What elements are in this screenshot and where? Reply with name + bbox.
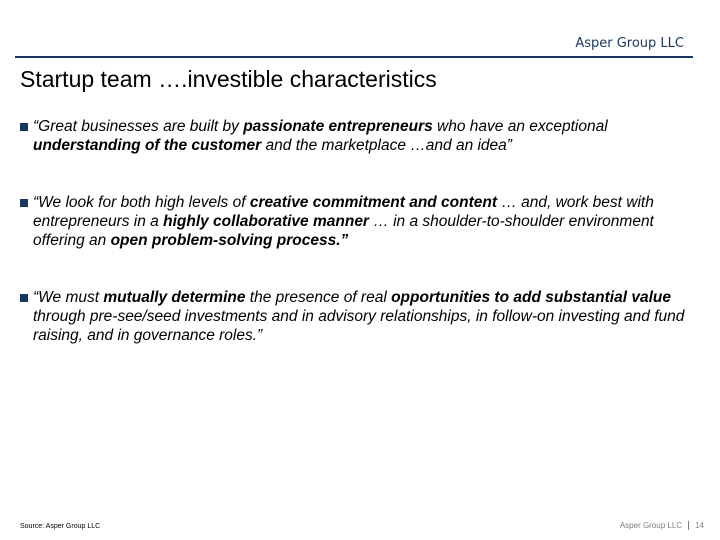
bullet-item (20, 117, 700, 155)
bullet-text-emphasis: creative commitment and content (249, 194, 498, 211)
header-brand: Asper Group LLC (575, 36, 684, 51)
bullet-text-emphasis: open problem-solving process.” (110, 232, 349, 249)
bullet-text-part: “We must (33, 289, 104, 306)
bullet-text-part: who have an exceptional (432, 118, 608, 135)
bullet-text-part: and the marketplace …and an idea” (261, 137, 512, 154)
header-divider (15, 56, 693, 58)
footer-brand: Asper Group LLC (619, 520, 683, 530)
bullet-text-emphasis: understanding of the customer (33, 137, 262, 154)
footer-right (620, 521, 704, 530)
bullet-item (20, 288, 700, 345)
bullet-text-emphasis: opportunities to add substantial value (391, 289, 671, 306)
bullet-text-part: … in a shoulder-to-shoulder environment offering an (33, 213, 654, 249)
square-bullet-icon (20, 123, 28, 131)
page-number: 14 (695, 520, 704, 530)
bullet-list (20, 117, 700, 345)
square-bullet-icon (20, 199, 28, 207)
footer-divider (688, 521, 689, 530)
bullet-text-emphasis: mutually determine (103, 289, 246, 306)
bullet-item (20, 193, 700, 250)
bullet-text-part: … and, work best with entrepreneurs in a (33, 194, 654, 230)
bullet-text-emphasis: passionate entrepreneurs (243, 118, 433, 135)
slide-title: Startup team ….investible characteristics (20, 66, 437, 92)
bullet-text-part: “Great businesses are built by (33, 118, 244, 135)
bullet-text-part: “We look for both high levels of (33, 194, 250, 211)
bullet-text (33, 118, 608, 154)
bullet-text-part: the presence of real (245, 289, 392, 306)
bullet-text (33, 289, 684, 344)
bullet-text-part: through pre-see/seed investments and in advisory relationships, in follow-on investing and fund raising, and in governance roles.” (33, 308, 685, 344)
footer-source: Source: Asper Group LLC (20, 523, 101, 530)
bullet-text (33, 194, 654, 249)
bullet-text-emphasis: highly collaborative manner (163, 213, 369, 230)
square-bullet-icon (20, 294, 28, 302)
